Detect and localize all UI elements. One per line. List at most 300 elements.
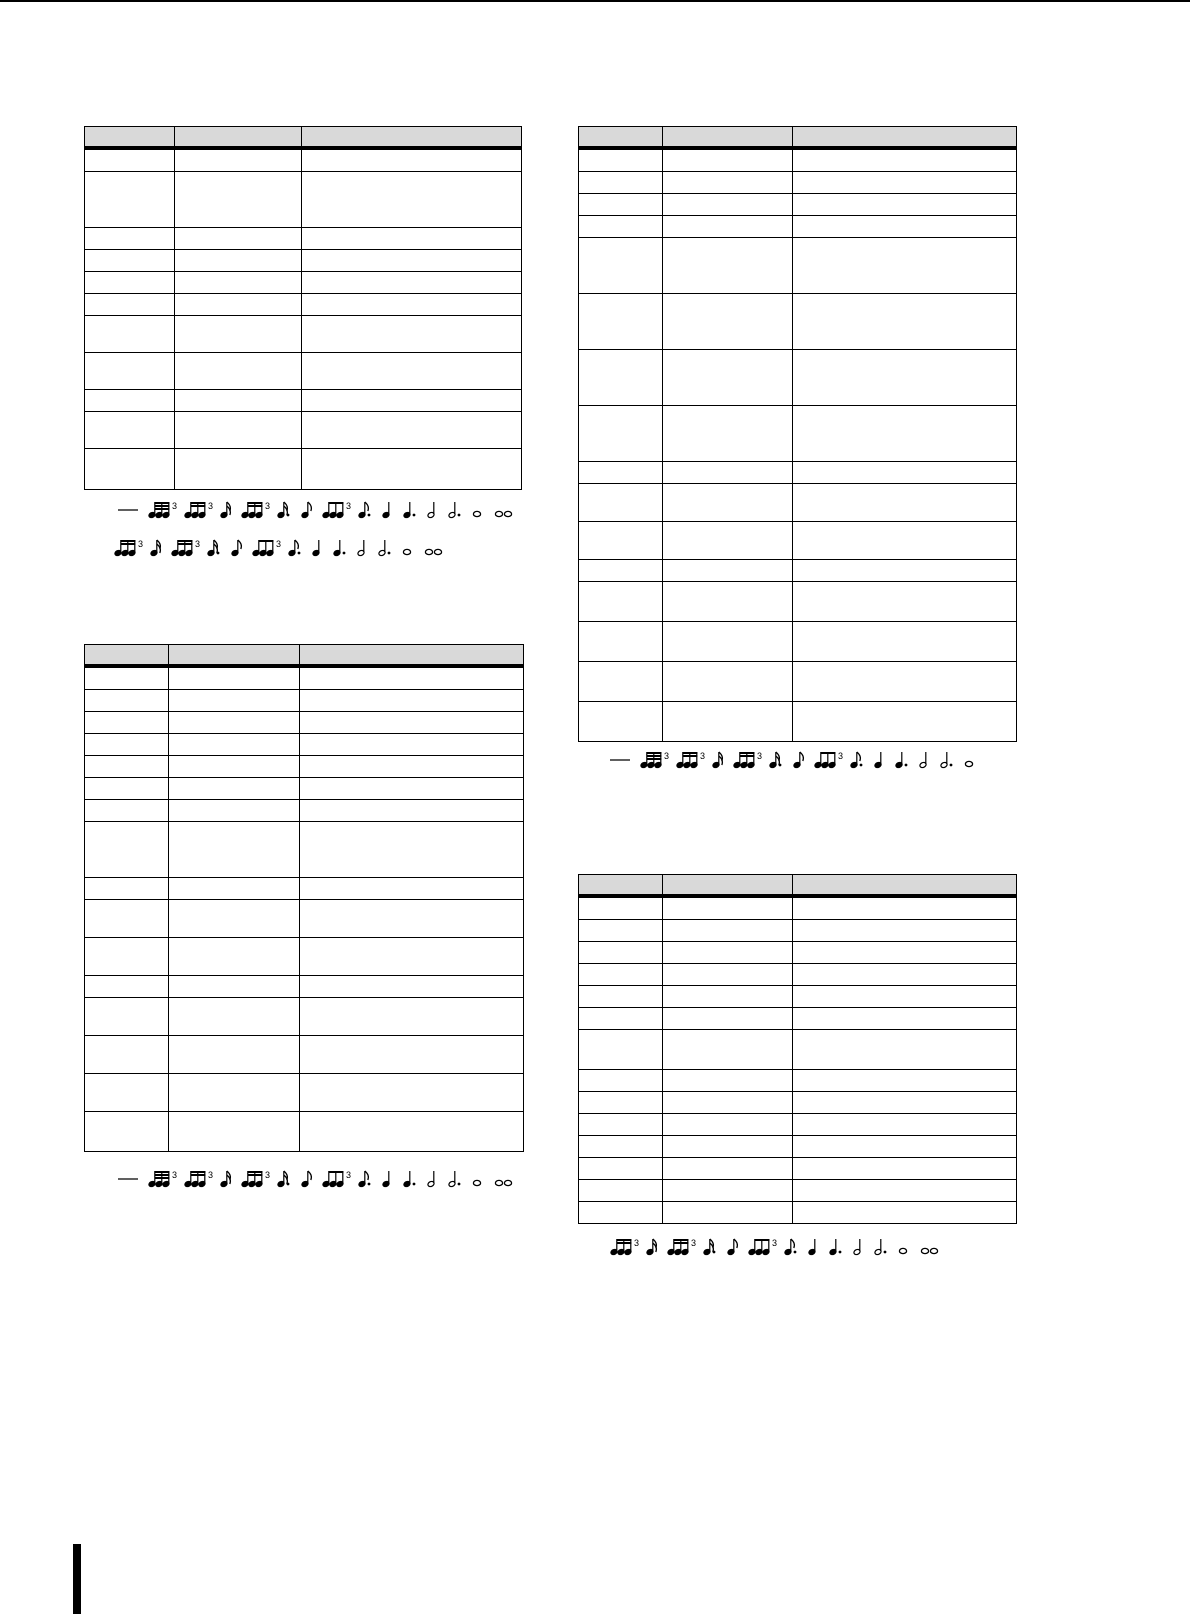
table-row — [579, 350, 1017, 406]
table-row — [579, 1070, 1017, 1092]
note-value-row-2 — [114, 537, 454, 559]
table-cell — [579, 1180, 663, 1202]
16th-note-icon — [220, 502, 230, 519]
table-row — [85, 900, 524, 938]
table-row — [579, 294, 1017, 350]
table-cell — [579, 942, 663, 964]
table-cell — [300, 878, 524, 900]
table-cell — [300, 690, 524, 712]
table-cell — [300, 666, 524, 690]
table-row — [85, 316, 522, 353]
whole-note-icon — [473, 511, 480, 516]
half-note-icon — [919, 752, 927, 769]
parameter-table-2 — [84, 644, 524, 1152]
table-cell — [793, 1158, 1017, 1180]
header-cell — [169, 645, 300, 667]
table-cell — [85, 878, 169, 900]
table-cell — [793, 1008, 1017, 1030]
table-cell — [85, 412, 175, 449]
sextuplet-16th-note-icon — [610, 1238, 639, 1256]
table-row — [579, 1092, 1017, 1114]
table-cell — [793, 964, 1017, 986]
table-row — [85, 294, 522, 316]
table-cell — [85, 390, 175, 412]
sextuplet-32nd-note-icon — [148, 501, 177, 519]
16th-note-icon — [712, 752, 722, 769]
table-cell — [579, 216, 663, 238]
table-cell — [793, 582, 1017, 622]
table-cell — [793, 216, 1017, 238]
dotted-16th-note-icon — [277, 502, 289, 519]
table-cell — [663, 1136, 793, 1158]
whole-note-icon — [473, 1180, 480, 1185]
table-cell — [663, 662, 793, 702]
table-cell — [169, 756, 300, 778]
table-row — [579, 148, 1017, 172]
table-cell — [85, 250, 175, 272]
table-cell — [302, 148, 522, 172]
svg-text:3: 3 — [208, 501, 214, 511]
table-cell — [579, 1202, 663, 1224]
table-cell — [169, 800, 300, 822]
svg-text:3: 3 — [691, 1238, 697, 1248]
double-whole-note-icon — [495, 511, 511, 516]
dotted-16th-note-icon — [703, 1239, 715, 1256]
sextuplet-16th-note-icon — [184, 1170, 213, 1188]
dotted-half-note-icon — [874, 1239, 886, 1256]
table-cell — [175, 294, 302, 316]
8th-note-icon — [301, 502, 311, 519]
table-row — [85, 734, 524, 756]
triplet-16th-note-icon — [241, 501, 270, 519]
table-row — [85, 976, 524, 998]
table-cell — [793, 294, 1017, 350]
table-row — [579, 194, 1017, 216]
page-edge-bar — [73, 1544, 81, 1614]
table-cell — [579, 1158, 663, 1180]
svg-text:3: 3 — [276, 539, 282, 549]
8th-note-icon — [727, 1239, 737, 1256]
table-row — [579, 1008, 1017, 1030]
table-row — [85, 228, 522, 250]
header-cell — [579, 875, 663, 897]
table-row — [579, 986, 1017, 1008]
table-cell — [793, 350, 1017, 406]
table-row — [85, 272, 522, 294]
dotted-quarter-note-icon — [403, 1171, 415, 1188]
table-cell — [300, 712, 524, 734]
table-cell — [175, 390, 302, 412]
table-cell — [169, 1112, 300, 1152]
table-cell — [85, 353, 175, 390]
table-row — [579, 622, 1017, 662]
dotted-quarter-note-icon — [829, 1239, 841, 1256]
table-cell — [169, 690, 300, 712]
table-cell — [300, 800, 524, 822]
dotted-quarter-note-icon — [333, 540, 345, 557]
table-row — [579, 522, 1017, 560]
table-cell — [579, 560, 663, 582]
table-row — [85, 712, 524, 734]
table-cell — [579, 582, 663, 622]
table-row — [579, 896, 1017, 920]
note-value-symbols — [118, 499, 524, 521]
triplet-8th-note-icon — [814, 751, 843, 769]
table-cell — [793, 662, 1017, 702]
table-cell — [793, 702, 1017, 742]
svg-text:3: 3 — [208, 1170, 214, 1180]
dotted-8th-note-icon — [784, 1239, 796, 1256]
table-cell — [85, 272, 175, 294]
table-cell — [85, 900, 169, 938]
table-cell — [169, 1036, 300, 1074]
table-row — [579, 238, 1017, 294]
table-cell — [579, 172, 663, 194]
table-row — [85, 1036, 524, 1074]
table-cell — [579, 294, 663, 350]
table-row — [579, 560, 1017, 582]
table-cell — [300, 778, 524, 800]
dotted-16th-note-icon — [769, 752, 781, 769]
table-row — [579, 462, 1017, 484]
table-cell — [793, 172, 1017, 194]
table-cell — [663, 350, 793, 406]
table-cell — [793, 484, 1017, 522]
table-cell — [300, 1036, 524, 1074]
table-cell — [169, 938, 300, 976]
table-row — [579, 662, 1017, 702]
double-whole-note-icon — [425, 549, 441, 554]
table-cell — [663, 964, 793, 986]
table-cell — [85, 666, 169, 690]
table-cell — [663, 920, 793, 942]
table-cell — [169, 712, 300, 734]
table-cell — [793, 986, 1017, 1008]
table-cell — [579, 1092, 663, 1114]
table-cell — [663, 1030, 793, 1070]
note-value-symbols — [114, 537, 454, 559]
dotted-16th-note-icon — [207, 540, 219, 557]
svg-text:3: 3 — [346, 501, 352, 511]
note-value-row-5 — [610, 1236, 950, 1258]
table-cell — [579, 702, 663, 742]
table-cell — [300, 1074, 524, 1112]
table-cell — [793, 194, 1017, 216]
svg-text:3: 3 — [265, 1170, 271, 1180]
table-row — [85, 1112, 524, 1152]
dotted-half-note-icon — [448, 1171, 460, 1188]
table-row — [579, 172, 1017, 194]
table-cell — [169, 1074, 300, 1112]
table-cell — [85, 938, 169, 976]
sextuplet-32nd-note-icon — [640, 751, 669, 769]
table-cell — [302, 272, 522, 294]
table-cell — [169, 666, 300, 690]
table-cell — [579, 148, 663, 172]
header-cell — [85, 645, 169, 667]
header-cell — [663, 127, 793, 149]
table-cell — [302, 250, 522, 272]
table-cell — [663, 1202, 793, 1224]
table-cell — [663, 294, 793, 350]
note-value-row-4 — [610, 749, 986, 771]
table-cell — [300, 998, 524, 1036]
table-cell — [85, 316, 175, 353]
table-cell — [579, 350, 663, 406]
double-whole-note-icon — [495, 1180, 511, 1185]
table-cell — [175, 449, 302, 490]
table-cell — [85, 690, 169, 712]
whole-note-icon — [899, 1248, 906, 1253]
table-cell — [169, 976, 300, 998]
table-cell — [663, 582, 793, 622]
table-cell — [85, 294, 175, 316]
table-cell — [663, 194, 793, 216]
table-cell — [793, 560, 1017, 582]
table-cell — [302, 294, 522, 316]
triplet-16th-note-icon — [733, 751, 762, 769]
half-note-icon — [427, 502, 435, 519]
table-cell — [793, 1136, 1017, 1158]
parameter-table-4 — [578, 874, 1017, 1224]
svg-text:3: 3 — [634, 1238, 640, 1248]
table-row — [85, 449, 522, 490]
half-note-icon — [427, 1171, 435, 1188]
table-cell — [302, 172, 522, 228]
table-row — [85, 938, 524, 976]
table-row — [579, 1202, 1017, 1224]
parameter-table-1 — [84, 126, 522, 490]
table-cell — [579, 1008, 663, 1030]
table-cell — [663, 148, 793, 172]
table-row — [579, 1114, 1017, 1136]
svg-text:3: 3 — [838, 751, 844, 761]
16th-note-icon — [220, 1171, 230, 1188]
table-cell — [85, 1074, 169, 1112]
triplet-8th-note-icon — [322, 501, 351, 519]
table-cell — [579, 1114, 663, 1136]
header-cell — [175, 127, 302, 149]
table-cell — [663, 622, 793, 662]
table-row — [85, 353, 522, 390]
table-cell — [169, 734, 300, 756]
table-row — [85, 878, 524, 900]
table-cell — [175, 148, 302, 172]
table-cell — [300, 822, 524, 878]
table-row — [85, 998, 524, 1036]
table-row — [579, 964, 1017, 986]
svg-text:3: 3 — [700, 751, 706, 761]
table-cell — [85, 1036, 169, 1074]
dotted-quarter-note-icon — [403, 502, 415, 519]
table-cell — [579, 194, 663, 216]
quarter-note-icon — [808, 1239, 816, 1256]
table-cell — [663, 1114, 793, 1136]
svg-text:3: 3 — [138, 539, 144, 549]
header-cell — [793, 127, 1017, 149]
table-cell — [793, 1030, 1017, 1070]
dotted-8th-note-icon — [288, 540, 300, 557]
table-cell — [793, 148, 1017, 172]
triplet-16th-note-icon — [171, 539, 200, 557]
table-header-row — [579, 875, 1017, 897]
table-row — [85, 390, 522, 412]
table-cell — [302, 316, 522, 353]
table-cell — [793, 1114, 1017, 1136]
dotted-half-note-icon — [448, 502, 460, 519]
table-cell — [85, 976, 169, 998]
table-cell — [175, 412, 302, 449]
table-row — [85, 822, 524, 878]
table-cell — [793, 1202, 1017, 1224]
16th-note-icon — [646, 1239, 656, 1256]
table-cell — [793, 920, 1017, 942]
table-row — [579, 942, 1017, 964]
quarter-note-icon — [382, 1171, 390, 1188]
parameter-table-3 — [578, 126, 1017, 742]
table-cell — [579, 406, 663, 462]
table-cell — [85, 778, 169, 800]
note-value-symbols — [610, 749, 986, 771]
table-cell — [302, 353, 522, 390]
table-cell — [663, 1092, 793, 1114]
triplet-8th-note-icon — [322, 1170, 351, 1188]
table-row — [85, 756, 524, 778]
16th-note-icon — [150, 540, 160, 557]
note-value-row-1 — [118, 499, 524, 521]
table-cell — [579, 920, 663, 942]
table-cell — [793, 1092, 1017, 1114]
triplet-16th-note-icon — [667, 1238, 696, 1256]
8th-note-icon — [793, 752, 803, 769]
header-cell — [663, 875, 793, 897]
table-cell — [85, 148, 175, 172]
table-row — [85, 800, 524, 822]
top-rule — [0, 0, 1190, 2]
table-row — [579, 406, 1017, 462]
table-row — [85, 778, 524, 800]
table-cell — [169, 878, 300, 900]
table-cell — [300, 976, 524, 998]
table-header-row — [85, 645, 524, 667]
table-cell — [579, 1136, 663, 1158]
svg-text:3: 3 — [265, 501, 271, 511]
table-cell — [663, 942, 793, 964]
table-row — [579, 702, 1017, 742]
table-cell — [793, 942, 1017, 964]
table-cell — [663, 986, 793, 1008]
table-cell — [579, 1030, 663, 1070]
table-cell — [793, 406, 1017, 462]
header-cell — [579, 127, 663, 149]
svg-text:3: 3 — [757, 751, 763, 761]
table-cell — [85, 172, 175, 228]
dotted-16th-note-icon — [277, 1171, 289, 1188]
table-cell — [175, 172, 302, 228]
table-cell — [169, 900, 300, 938]
table-cell — [85, 1112, 169, 1152]
8th-note-icon — [231, 540, 241, 557]
dotted-8th-note-icon — [358, 502, 370, 519]
table-row — [85, 1074, 524, 1112]
whole-note-icon — [403, 549, 410, 554]
table-cell — [85, 998, 169, 1036]
dotted-8th-note-icon — [850, 752, 862, 769]
table-cell — [175, 316, 302, 353]
table-cell — [579, 896, 663, 920]
table-cell — [300, 900, 524, 938]
header-cell — [793, 875, 1017, 897]
table-cell — [579, 238, 663, 294]
table-cell — [663, 406, 793, 462]
half-note-icon — [853, 1239, 861, 1256]
table-row — [579, 1030, 1017, 1070]
whole-note-icon — [965, 761, 972, 766]
table-cell — [663, 522, 793, 560]
table-cell — [793, 622, 1017, 662]
table-cell — [663, 484, 793, 522]
table-cell — [85, 712, 169, 734]
table-cell — [85, 756, 169, 778]
dotted-quarter-note-icon — [895, 752, 907, 769]
table-cell — [579, 662, 663, 702]
table-row — [85, 250, 522, 272]
table-cell — [663, 1180, 793, 1202]
table-cell — [175, 250, 302, 272]
table-row — [579, 1158, 1017, 1180]
table-cell — [793, 522, 1017, 560]
8th-note-icon — [301, 1171, 311, 1188]
half-note-icon — [357, 540, 365, 557]
sextuplet-32nd-note-icon — [148, 1170, 177, 1188]
table-cell — [793, 462, 1017, 484]
note-value-symbols — [610, 1236, 950, 1258]
triplet-8th-note-icon — [748, 1238, 777, 1256]
table-cell — [793, 1180, 1017, 1202]
table-cell — [300, 756, 524, 778]
table-cell — [300, 938, 524, 976]
table-cell — [793, 1070, 1017, 1092]
triplet-16th-note-icon — [241, 1170, 270, 1188]
table-cell — [663, 702, 793, 742]
table-cell — [579, 622, 663, 662]
table-cell — [302, 412, 522, 449]
table-cell — [579, 964, 663, 986]
quarter-note-icon — [382, 502, 390, 519]
svg-text:3: 3 — [772, 1238, 778, 1248]
table-cell — [579, 986, 663, 1008]
table-cell — [663, 1158, 793, 1180]
table-cell — [793, 238, 1017, 294]
table-row — [85, 666, 524, 690]
table-cell — [663, 462, 793, 484]
table-cell — [302, 449, 522, 490]
table-cell — [579, 522, 663, 560]
table-cell — [663, 896, 793, 920]
table-cell — [579, 462, 663, 484]
table-cell — [169, 778, 300, 800]
table-row — [579, 582, 1017, 622]
table-cell — [175, 272, 302, 294]
header-cell — [85, 127, 175, 149]
table-row — [579, 484, 1017, 522]
table-row — [579, 920, 1017, 942]
table-cell — [663, 560, 793, 582]
note-value-row-3 — [118, 1168, 524, 1190]
table-cell — [663, 216, 793, 238]
dotted-8th-note-icon — [358, 1171, 370, 1188]
table-cell — [663, 1008, 793, 1030]
